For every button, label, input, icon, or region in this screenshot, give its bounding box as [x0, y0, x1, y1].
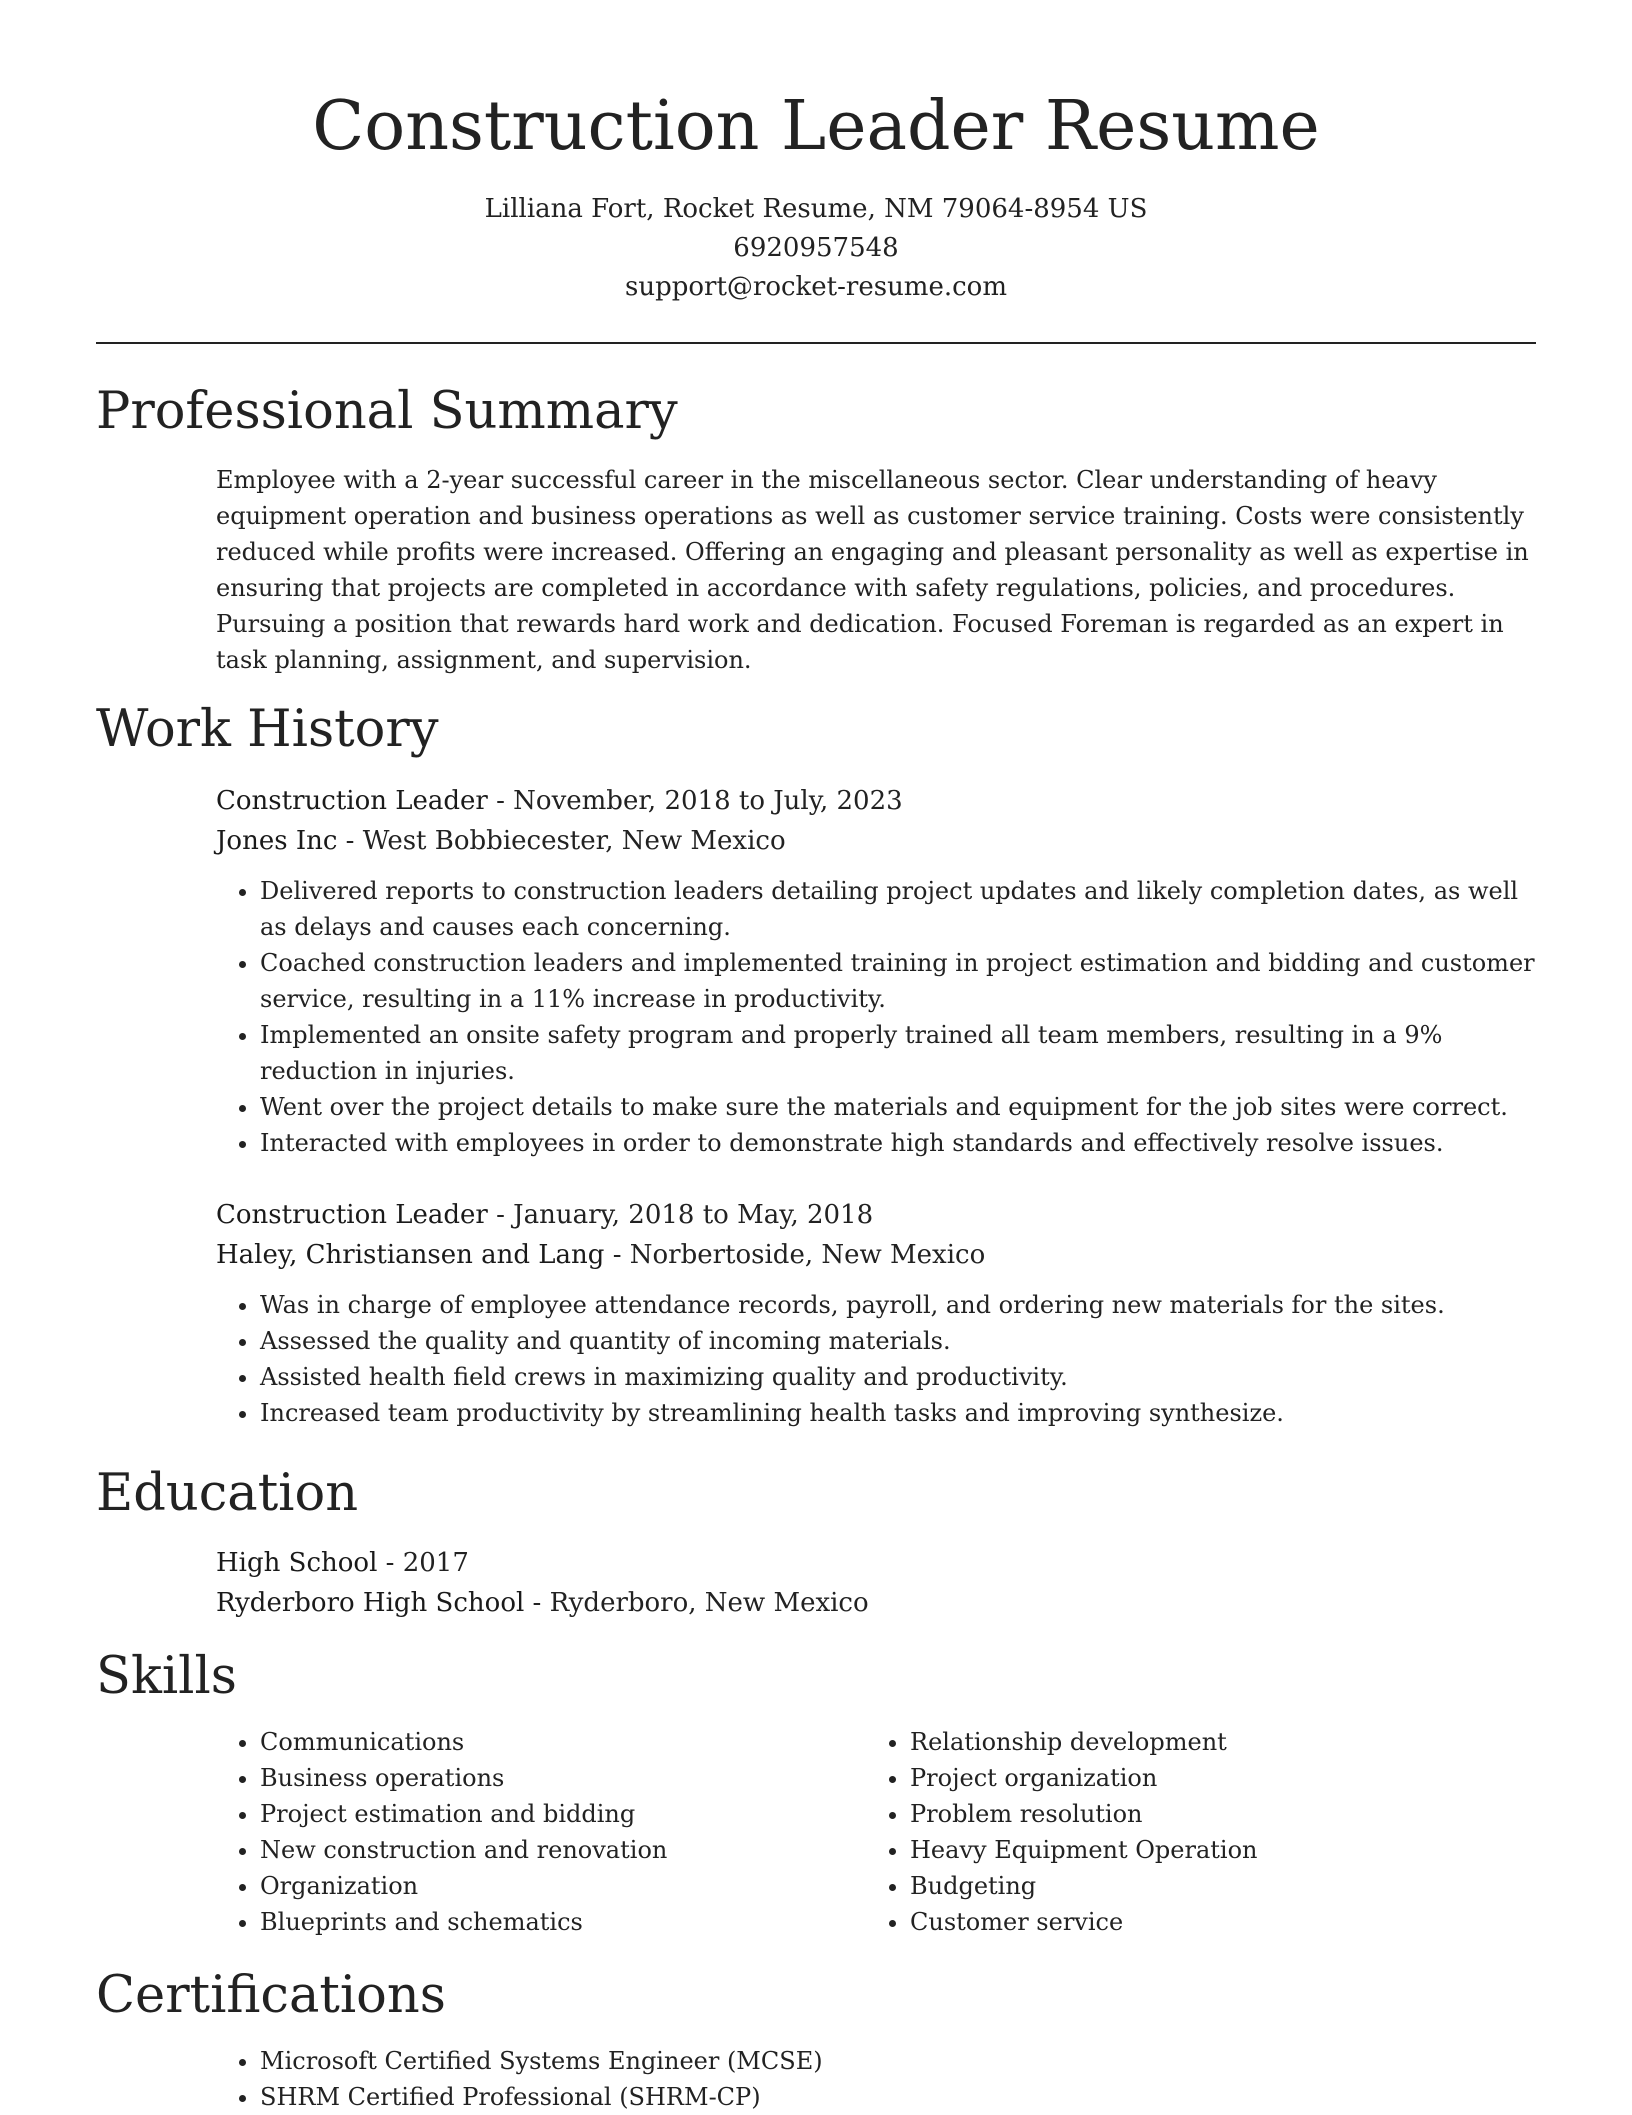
skills-column-left — [216, 1724, 866, 1940]
job-company-line — [216, 1235, 1536, 1275]
job-company: Jones Inc — [216, 826, 338, 856]
job-title: Construction Leader — [216, 786, 488, 816]
job-bullet: • Was in charge of employee attendance records, payroll, and ordering new materials for the sites. — [260, 1287, 1536, 1323]
skill-item: • Heavy Equipment Operation — [910, 1832, 1516, 1868]
skill-item: • Budgeting — [910, 1868, 1516, 1904]
job-bullet: • Assisted health field crews in maximizing quality and productivity. — [260, 1359, 1536, 1395]
contact-block — [0, 190, 1632, 307]
job-title-line — [216, 781, 1536, 821]
job-bullets — [216, 1287, 1536, 1431]
skills-list-right — [866, 1724, 1516, 1940]
certifications-heading: Certifications — [96, 1966, 446, 2025]
job-location: - West Bobbiecester, New Mexico — [337, 826, 786, 856]
summary-heading: Professional Summary — [96, 382, 678, 441]
skill-item: • Project organization — [910, 1760, 1516, 1796]
education-school-line — [216, 1583, 1536, 1623]
job-entry-1 — [216, 781, 1536, 1161]
job-dates: - November, 2018 to July, 2023 — [487, 786, 903, 816]
skill-item: • New construction and renovation — [260, 1832, 866, 1868]
job-bullet: • Increased team productivity by streamlining health tasks and improving synthesize. — [260, 1395, 1536, 1431]
job-company-line — [216, 821, 1536, 861]
skills-heading: Skills — [96, 1647, 237, 1706]
job-dates: - January, 2018 to May, 2018 — [487, 1200, 874, 1230]
job-title: Construction Leader — [216, 1200, 488, 1230]
education-year: - 2017 — [377, 1548, 469, 1578]
job-bullet: • Delivered reports to construction leaders detailing project updates and likely completion dates, as well as delays and causes each concerning. — [260, 873, 1536, 945]
skill-item: • Blueprints and schematics — [260, 1904, 866, 1940]
work-history-heading: Work History — [96, 700, 439, 759]
job-bullet: • Coached construction leaders and implemented training in project estimation and bidding and customer service, resulting in a 11% increase in productivity. — [260, 945, 1536, 1017]
skill-item: • Business operations — [260, 1760, 866, 1796]
job-bullet: • Interacted with employees in order to demonstrate high standards and effectively resolve issues. — [260, 1125, 1536, 1161]
skills-section — [216, 1724, 1536, 1940]
summary-text: Employee with a 2-year successful career in the miscellaneous sector. Clear understanding of heavy equipment operation and business operations as well as customer service training. Costs were consistently reduced while profits were increased. Offering an engaging and pleasant personality as well as expertise in ensuring that projects are completed in accordance with safety regulations, policies, and procedures. Pursuing a position that rewards hard work and dedication. Focused Foreman is regarded as an expert in task planning, assignment, and supervision. — [216, 466, 1529, 674]
certifications-section — [216, 2043, 1536, 2115]
skill-item: • Communications — [260, 1724, 866, 1760]
job-title-line — [216, 1195, 1536, 1235]
job-bullets — [216, 873, 1536, 1161]
certifications-list — [216, 2043, 1536, 2115]
skill-item: • Project estimation and bidding — [260, 1796, 866, 1832]
certification-item: • SHRM Certified Professional (SHRM-CP) — [260, 2079, 1536, 2115]
contact-address: Lilliana Fort, Rocket Resume, NM 79064-8954 US — [484, 194, 1148, 224]
job-bullet: • Went over the project details to make sure the materials and equipment for the job sites were correct. — [260, 1089, 1536, 1125]
skill-item: • Problem resolution — [910, 1796, 1516, 1832]
skill-item: • Customer service — [910, 1904, 1516, 1940]
education-school: Ryderboro High School — [216, 1588, 525, 1618]
job-company: Haley, Christiansen and Lang — [216, 1240, 605, 1270]
summary-section — [216, 462, 1536, 678]
skill-item: • Relationship development — [910, 1724, 1516, 1760]
certification-item: • Microsoft Certified Systems Engineer (MCSE) — [260, 2043, 1536, 2079]
education-degree-line — [216, 1543, 1536, 1583]
contact-email: support@rocket-resume.com — [624, 272, 1007, 302]
job-entry-2 — [216, 1195, 1536, 1431]
education-degree: High School — [216, 1548, 378, 1578]
job-bullet: • Implemented an onsite safety program and properly trained all team members, resulting in a 9% reduction in injuries. — [260, 1017, 1536, 1089]
resume-title: Construction Leader Resume — [312, 87, 1320, 166]
job-bullet: • Assessed the quality and quantity of incoming materials. — [260, 1323, 1536, 1359]
education-section — [216, 1543, 1536, 1623]
contact-phone: 6920957548 — [733, 233, 899, 263]
skills-columns — [216, 1724, 1536, 1940]
header-divider — [96, 342, 1536, 344]
education-heading: Education — [96, 1464, 359, 1523]
skill-item: • Organization — [260, 1868, 866, 1904]
education-location: - Ryderboro, New Mexico — [524, 1588, 869, 1618]
job-location: - Norbertoside, New Mexico — [604, 1240, 986, 1270]
skills-column-right — [866, 1724, 1516, 1940]
skills-list-left — [216, 1724, 866, 1940]
